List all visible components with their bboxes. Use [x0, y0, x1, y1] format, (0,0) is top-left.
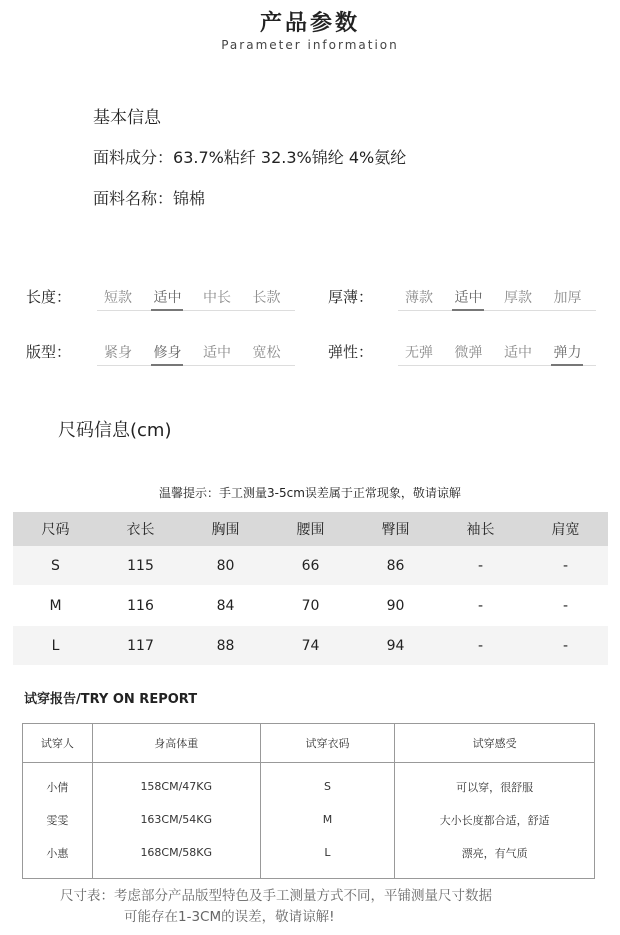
size-cell: 115	[98, 546, 183, 586]
try-on-cell: L	[260, 836, 395, 879]
size-cell: 94	[353, 626, 438, 666]
try-on-heading: 试穿报告/TRY ON REPORT	[24, 692, 198, 707]
attribute-underline	[97, 310, 295, 311]
size-cell: 90	[353, 586, 438, 626]
size-cell: 74	[268, 626, 353, 666]
size-header-cell: 衣长	[98, 512, 183, 546]
size-cell: 86	[353, 546, 438, 586]
fabric-composition-value: 63.7%粘纤 32.3%锦纶 4%氨纶	[173, 148, 407, 167]
try-on-cell: S	[260, 763, 395, 804]
attribute-option: 厚款	[504, 290, 532, 306]
try-on-cell: 小倩	[23, 763, 93, 804]
try-on-cell: 小惠	[23, 836, 93, 879]
size-header-cell: 腰围	[268, 512, 353, 546]
size-header-cell: 胸围	[183, 512, 268, 546]
size-cell: -	[523, 626, 608, 666]
try-on-cell: 可以穿，很舒服	[395, 763, 595, 804]
attribute-selected-marker	[151, 364, 183, 366]
size-cell: -	[523, 586, 608, 626]
page-title: 产品参数	[259, 11, 360, 36]
attribute-option: 宽松	[252, 345, 281, 361]
attribute-label: 版型：	[26, 343, 72, 361]
attribute-option: 微弹	[454, 345, 483, 361]
try-on-cell: 漂亮，有气质	[395, 836, 595, 879]
attribute-label: 弹性：	[328, 343, 374, 361]
size-info-heading: 尺码信息(cm)	[58, 420, 172, 441]
fabric-name-label: 面料名称：	[93, 189, 174, 208]
attribute-option: 无弹	[405, 345, 433, 361]
attribute-option: 薄款	[405, 290, 433, 306]
attribute-selected-marker	[151, 309, 183, 311]
size-cell: 80	[183, 546, 268, 586]
size-cell: 117	[98, 626, 183, 666]
size-header-cell: 臀围	[353, 512, 438, 546]
size-cell: -	[438, 546, 523, 586]
size-table	[13, 512, 608, 666]
try-on-header-cell: 试穿感受	[395, 724, 595, 763]
fabric-name-value: 锦棉	[173, 189, 206, 208]
size-cell: 66	[268, 546, 353, 586]
size-cell: -	[523, 546, 608, 586]
attribute-label: 厚薄：	[328, 288, 374, 306]
size-note-line2: 可能存在1-3CM的误差，敬请谅解!	[124, 909, 335, 925]
measurement-tip: 温馨提示：手工测量3-5cm误差属于正常现象，敬请谅解	[159, 486, 461, 500]
size-row	[13, 586, 608, 626]
try-on-cell: M	[260, 803, 395, 836]
attribute-option: 适中	[504, 345, 532, 361]
attribute-option: 短款	[104, 290, 132, 306]
try-on-row	[23, 803, 595, 836]
size-cell: L	[13, 626, 98, 666]
size-cell: -	[438, 586, 523, 626]
try-on-header-cell: 身高体重	[92, 724, 260, 763]
try-on-table-header	[23, 724, 595, 763]
size-cell: M	[13, 586, 98, 626]
try-on-cell: 雯雯	[23, 803, 93, 836]
try-on-cell: 163CM/54KG	[92, 803, 260, 836]
attribute-option: 长款	[252, 290, 281, 306]
fabric-composition	[93, 145, 406, 168]
try-on-row	[23, 836, 595, 879]
basic-info-heading: 基本信息	[93, 108, 161, 128]
try-on-header-cell: 试穿人	[23, 724, 93, 763]
attribute-underline	[97, 365, 295, 366]
try-on-cell: 158CM/47KG	[92, 763, 260, 804]
size-table-header	[13, 512, 608, 546]
attribute-option: 适中	[454, 290, 483, 306]
fabric-composition-label: 面料成分：	[93, 148, 174, 167]
try-on-row	[23, 763, 595, 804]
size-cell: 116	[98, 586, 183, 626]
try-on-cell: 大小长度都合适，舒适	[395, 803, 595, 836]
attribute-option: 弹力	[553, 345, 582, 361]
attribute-option: 紧身	[104, 345, 132, 361]
try-on-header-cell: 试穿衣码	[260, 724, 395, 763]
size-header-cell: 袖长	[438, 512, 523, 546]
size-cell: 70	[268, 586, 353, 626]
attribute-option: 适中	[153, 290, 182, 306]
page-subtitle: Parameter information	[221, 38, 399, 52]
size-cell: S	[13, 546, 98, 586]
attribute-selected-marker	[452, 309, 484, 311]
size-header-cell: 肩宽	[523, 512, 608, 546]
attribute-label: 长度：	[26, 288, 72, 306]
attribute-selected-marker	[551, 364, 583, 366]
attribute-underline	[398, 310, 596, 311]
size-cell: 88	[183, 626, 268, 666]
size-header-cell: 尺码	[13, 512, 98, 546]
size-row	[13, 626, 608, 666]
try-on-table	[22, 723, 595, 879]
fabric-name	[93, 186, 205, 209]
try-on-cell: 168CM/58KG	[92, 836, 260, 879]
size-row	[13, 546, 608, 586]
size-note-line1: 尺寸表：考虑部分产品版型特色及手工测量方式不同，平铺测量尺寸数据	[60, 888, 492, 904]
attribute-option: 修身	[153, 345, 182, 361]
attribute-option: 适中	[203, 345, 231, 361]
size-cell: -	[438, 626, 523, 666]
attribute-option: 加厚	[553, 290, 582, 306]
attribute-option: 中长	[203, 290, 231, 306]
size-cell: 84	[183, 586, 268, 626]
